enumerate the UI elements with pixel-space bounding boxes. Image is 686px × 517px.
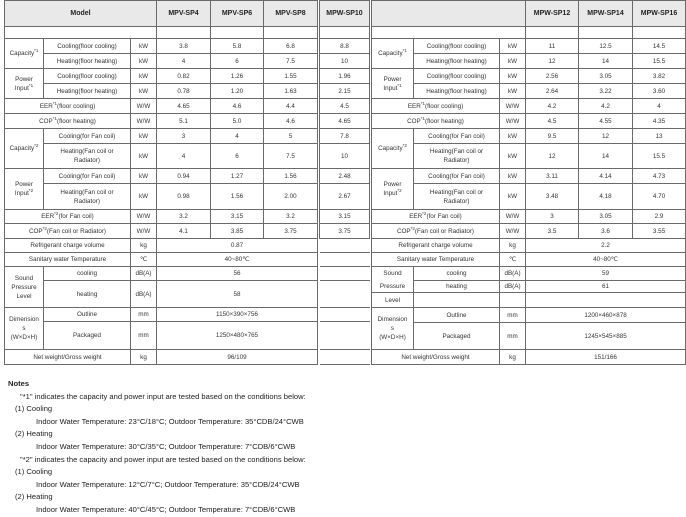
value: 4.1 (157, 224, 211, 239)
value: 4.6 (211, 99, 264, 114)
unit: dB(A) (500, 281, 526, 293)
row-label: Refrigerant charge volume (5, 239, 131, 253)
value: 5 (264, 129, 318, 144)
unit: kW (131, 84, 157, 99)
spec-table-right (371, 0, 686, 365)
value: 3.11 (526, 169, 579, 184)
value: 1200×460×878 (526, 308, 686, 323)
row-label: Cooling(for Fan coil) (414, 169, 500, 184)
row-label: heating (414, 281, 500, 293)
unit: kW (500, 129, 526, 144)
note-2: "*2" indicates the capacity and power input are tested based on the conditions below: (20, 454, 306, 464)
value: 59 (526, 267, 686, 281)
value: 1.56 (211, 184, 264, 210)
value: 14 (579, 144, 633, 169)
dimensions-label: Dimension s (W×D×H) (372, 308, 414, 350)
note-2-cooling-label: (1) Cooling (15, 467, 53, 477)
unit: kW (500, 84, 526, 99)
unit: ℃ (500, 253, 526, 267)
value: 4.65 (320, 114, 370, 129)
note-2-cooling: Indoor Water Temperature: 12°C/7°C; Outdoor Temperature: 35°CDB/24°CWB (36, 479, 300, 489)
unit: W/W (500, 114, 526, 129)
unit: W/W (500, 224, 526, 239)
row-label: Packaged (414, 323, 500, 350)
value: 0.98 (157, 184, 211, 210)
unit: W/W (131, 114, 157, 129)
value: 5.1 (157, 114, 211, 129)
value: 3.2 (264, 210, 318, 224)
unit: kW (500, 184, 526, 210)
value: 1150×390×756 (157, 308, 318, 322)
capacity1-label: Capacity$^{*1}$ (372, 39, 414, 69)
value: 4.2 (526, 99, 579, 114)
row-label: Refrigerant charge volume (372, 239, 500, 253)
row-label: Cooling(for Fan coil) (414, 129, 500, 144)
model-name: MPV-SP6 (211, 1, 264, 27)
value: 40~80℃ (157, 253, 318, 267)
row-label: cooling (44, 267, 131, 281)
row-label: Heating(Fan coil or Radiator) (414, 184, 500, 210)
value: 1.27 (211, 169, 264, 184)
power-input2-label: Power Input$^{*2}$ (5, 169, 44, 210)
value: 56 (157, 267, 318, 281)
value: 3.22 (579, 84, 633, 99)
unit: kW (500, 39, 526, 54)
model-name: MPV-SP4 (157, 1, 211, 27)
value: 4.2 (579, 99, 633, 114)
value: 3.82 (633, 69, 686, 84)
value: 3.75 (264, 224, 318, 239)
value: 3.05 (579, 69, 633, 84)
value: 3.15 (211, 210, 264, 224)
unit: dB(A) (131, 281, 157, 308)
value: 15.5 (633, 54, 686, 69)
row-label: Heating(floor heating) (414, 84, 500, 99)
value: 0.87 (157, 239, 318, 253)
row-label: Heating(floor heating) (44, 84, 131, 99)
value: 12 (579, 129, 633, 144)
cop2-label: COP$^{*2}$(Fan coil or Radiator) (5, 224, 131, 239)
value: 3.2 (157, 210, 211, 224)
unit: kW (131, 69, 157, 84)
model-header: Model (5, 1, 157, 27)
unit: ℃ (131, 253, 157, 267)
value: 3.60 (633, 84, 686, 99)
value: 4.65 (157, 99, 211, 114)
row-label: Cooling(for Fan coil) (44, 129, 131, 144)
value: 1.56 (264, 169, 318, 184)
unit: kW (500, 144, 526, 169)
sound-pressure-label: Sound Pressure Level (5, 267, 44, 308)
value: 2.00 (264, 184, 318, 210)
model-name: MPW-SP10 (320, 1, 370, 27)
unit: kW (131, 169, 157, 184)
row-label: Cooling(for Fan coil) (44, 169, 131, 184)
value: 14 (579, 54, 633, 69)
unit: W/W (131, 210, 157, 224)
note-1-cooling-label: (1) Cooling (15, 404, 53, 414)
value: 10 (320, 144, 370, 169)
value: 9.5 (526, 129, 579, 144)
note-1: "*1" indicates the capacity and power input are tested based on the conditions below: (20, 391, 306, 401)
unit: mm (500, 323, 526, 350)
value: 14.5 (633, 39, 686, 54)
unit: kg (500, 350, 526, 365)
value: 3.8 (157, 39, 211, 54)
value: 11 (526, 39, 579, 54)
unit: dB(A) (500, 267, 526, 281)
value: 1.20 (211, 84, 264, 99)
row-label: Cooling(floor cooling) (44, 69, 131, 84)
value: 12.5 (579, 39, 633, 54)
value: 7.8 (320, 129, 370, 144)
row-label: Heating(floor heating) (414, 54, 500, 69)
note-1-heating-label: (2) Heating (15, 429, 53, 439)
eer2-label: EER$^{*2}$(for Fan coil) (5, 210, 131, 224)
unit: W/W (500, 99, 526, 114)
value: 2.2 (526, 239, 686, 253)
value: 10 (320, 54, 370, 69)
value: 5.0 (211, 114, 264, 129)
unit: mm (131, 308, 157, 322)
dimensions-label: Dimension s (W×D×H) (5, 308, 44, 350)
unit: kg (500, 239, 526, 253)
unit: kW (131, 184, 157, 210)
value: 151/166 (526, 350, 686, 365)
value: 6 (211, 144, 264, 169)
value: 4.5 (526, 114, 579, 129)
value: 2.64 (526, 84, 579, 99)
value: 6 (211, 54, 264, 69)
capacity2-label: Capacity$^{*2}$ (372, 129, 414, 169)
value: 4.70 (633, 184, 686, 210)
value: 3.15 (320, 210, 370, 224)
value: 6.8 (264, 39, 318, 54)
value: 3.55 (633, 224, 686, 239)
capacity1-label: Capacity$^{*1}$ (5, 39, 44, 69)
notes (8, 378, 306, 517)
value: 3.85 (211, 224, 264, 239)
row-label: Sanitary water Temperature (372, 253, 500, 267)
level-label: Level (372, 293, 414, 308)
note-1-heating: Indoor Water Temperature: 30°C/35°C; Outdoor Temperature: 7°CDB/6°CWB (36, 441, 296, 451)
row-label: Cooling(floor cooling) (44, 39, 131, 54)
unit: mm (500, 308, 526, 323)
model-name: MPW-SP14 (579, 1, 633, 27)
row-label: Net weight/Gross weight (5, 350, 131, 365)
value: 12 (526, 54, 579, 69)
value: 8.8 (320, 39, 370, 54)
value: 96/109 (157, 350, 318, 365)
value: 4 (211, 129, 264, 144)
value: 7.5 (264, 144, 318, 169)
value: 3.75 (320, 224, 370, 239)
unit: kW (500, 69, 526, 84)
model-name: MPV-SP8 (264, 1, 318, 27)
unit: kW (500, 169, 526, 184)
value: 1245×545×885 (526, 323, 686, 350)
value: 4 (157, 54, 211, 69)
notes-title: Notes (8, 379, 30, 388)
row-label: heating (44, 281, 131, 308)
value: 2.67 (320, 184, 370, 210)
unit: dB(A) (131, 267, 157, 281)
value: 4.5 (320, 99, 370, 114)
unit: kW (500, 54, 526, 69)
value: 4 (157, 144, 211, 169)
value: 3 (526, 210, 579, 224)
eer1-label: EER$^{*1}$(floor cooling) (5, 99, 131, 114)
value: 58 (157, 281, 318, 308)
model-name: MPW-SP12 (526, 1, 579, 27)
unit: mm (131, 322, 157, 350)
row-label: cooling (414, 267, 500, 281)
power-input1-label: Power Input$^{*1}$ (372, 69, 414, 99)
row-label: Heating(Fan coil or Radiator) (44, 144, 131, 169)
value: 3 (157, 129, 211, 144)
value: 1.26 (211, 69, 264, 84)
cop2-label: COP$^{*2}$(Fan coil or Radiator) (372, 224, 500, 239)
value: 4 (633, 99, 686, 114)
value: 2.9 (633, 210, 686, 224)
row-label: Packaged (44, 322, 131, 350)
unit: W/W (500, 210, 526, 224)
note-2-heating-label: (2) Heating (15, 492, 53, 502)
value: 4.73 (633, 169, 686, 184)
row-label: Outline (414, 308, 500, 323)
row-label: Heating(floor heating) (44, 54, 131, 69)
value: 7.5 (264, 54, 318, 69)
eer1-label: EER$^{*1}$(floor cooling) (372, 99, 500, 114)
row-label: Heating(Fan coil or Radiator) (44, 184, 131, 210)
cop1-label: COP$^{*1}$(floor heating) (372, 114, 500, 129)
spec-table-sp10 (319, 0, 370, 365)
spec-table-left (4, 0, 318, 365)
row-label: Net weight/Gross weight (372, 350, 500, 365)
value: 3.48 (526, 184, 579, 210)
row-label: Cooling(floor cooling) (414, 39, 500, 54)
value: 3.6 (579, 224, 633, 239)
power-input2-label: Power Input$^{*2}$ (372, 169, 414, 210)
value: 2.15 (320, 84, 370, 99)
value: 4.35 (633, 114, 686, 129)
value: 12 (526, 144, 579, 169)
model-name: MPW-SP16 (633, 1, 686, 27)
value: 1250×480×765 (157, 322, 318, 350)
note-2-heating: Indoor Water Temperature: 40°C/45°C; Outdoor Temperature: 7°CDB/6°CWB (36, 504, 296, 514)
value: 4.18 (579, 184, 633, 210)
row-label: Sanitary water Temperature (5, 253, 131, 267)
unit: kW (131, 39, 157, 54)
model-header-blank (372, 1, 526, 27)
value: 4.6 (264, 114, 318, 129)
row-label: Cooling(floor cooling) (414, 69, 500, 84)
value: 0.82 (157, 69, 211, 84)
value: 0.78 (157, 84, 211, 99)
value: 0.94 (157, 169, 211, 184)
value: 2.56 (526, 69, 579, 84)
unit: kg (131, 350, 157, 365)
capacity2-label: Capacity$^{*2}$ (5, 129, 44, 169)
eer2-label: EER$^{*2}$(for Fan coil) (372, 210, 500, 224)
value: 13 (633, 129, 686, 144)
unit: W/W (131, 99, 157, 114)
unit: kW (131, 129, 157, 144)
value: 4.4 (264, 99, 318, 114)
value: 1.96 (320, 69, 370, 84)
unit: W/W (131, 224, 157, 239)
sound-label: Sound (372, 267, 414, 281)
value: 2.48 (320, 169, 370, 184)
cop1-label: COP$^{*1}$(floor heating) (5, 114, 131, 129)
value: 61 (526, 281, 686, 293)
value: 4.55 (579, 114, 633, 129)
row-label: Outline (44, 308, 131, 322)
unit: kg (131, 239, 157, 253)
value: 4.14 (579, 169, 633, 184)
power-input1-label: Power Input$^{*1}$ (5, 69, 44, 99)
row-label: Heating(Fan coil or Radiator) (414, 144, 500, 169)
value: 3.05 (579, 210, 633, 224)
value: 1.63 (264, 84, 318, 99)
unit: kW (131, 144, 157, 169)
value: 1.55 (264, 69, 318, 84)
unit: kW (131, 54, 157, 69)
value: 5.8 (211, 39, 264, 54)
pressure-label: Pressure (372, 281, 414, 293)
value: 3.5 (526, 224, 579, 239)
value: 40~80℃ (526, 253, 686, 267)
value: 15.5 (633, 144, 686, 169)
note-1-cooling: Indoor Water Temperature: 23°C/18°C; Outdoor Temperature: 35°CDB/24°CWB (36, 416, 304, 426)
